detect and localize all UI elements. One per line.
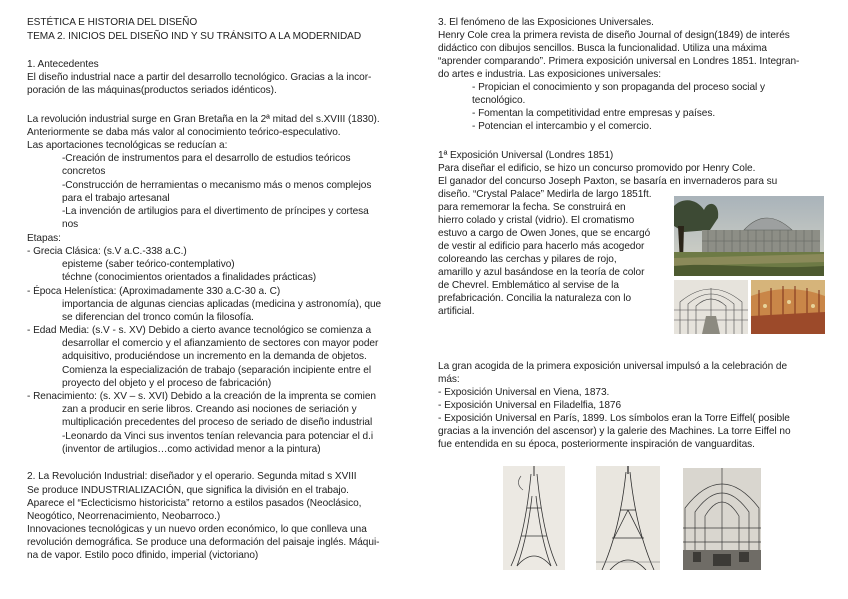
text-line: La revolución industrial surge en Gran Bretaña en la 2ª mitad del s.XVIII (1830). [27, 114, 380, 125]
text-line: Anteriormente se daba más valor al conocimiento teórico-especulativo. [27, 127, 341, 138]
text-line: - Exposición Universal en Viena, 1873. [438, 387, 610, 398]
section-heading: 3. El fenómeno de las Exposiciones Universales. [438, 17, 654, 28]
crystal-palace-interior-image [674, 280, 748, 334]
text-line: revolución demográfica. Se produce una deformación del paisaje inglés. Máqui- [27, 537, 380, 548]
text-line: Comienza la especialización de trabajo (separación incipiente entre el [62, 365, 372, 376]
text-line: poración de las máquinas(productos seriados idénticos). [27, 85, 277, 96]
text-line: Se produce INDUSTRIALIZACIÓN, que significa la división en el trabajo. [27, 485, 349, 496]
text-line: episteme (saber teórico-contemplativo) [62, 259, 235, 270]
text-line: didáctico con dibujos sencillos. Busca la funcionalidad. Utiliza una máxima [438, 43, 767, 54]
text-line: de vestir al edificio para hacerlo más acogedor [438, 241, 645, 252]
crystal-palace-colored-interior-image [751, 280, 825, 334]
text-line: para rememorar la fecha. Se construirá en [438, 202, 626, 213]
text-line: El diseño industrial nace a partir del desarrollo tecnológico. Gracias a la incor- [27, 72, 372, 83]
text-line: para el trabajo artesanal [62, 193, 170, 204]
text-line: importancia de algunas ciencias aplicadas (medicina y astronomía), que [62, 299, 382, 310]
text-line: Para diseñar el edificio, se hizo un concurso promovido por Henry Cole. [438, 163, 756, 174]
text-line: artificial. [438, 306, 475, 317]
text-line: Neogótico, Neorrenacimiento, Neobarroco.) [27, 511, 221, 522]
section-heading: 1ª Exposición Universal (Londres 1851) [438, 150, 614, 161]
text-line: amarillo y azul basándose en la teoría de color [438, 267, 645, 278]
text-line: Aparece el “Eclecticismo historicista” retorno a estilos pasados (Neoclásico, [27, 498, 362, 509]
text-line: -Construcción de herramientas o mecanismo más o menos complejos [62, 180, 372, 191]
text-line: (inventor de artilugios…como actividad menor a la pintura) [62, 444, 321, 455]
text-line: do artes e industria. Las exposiciones universales: [438, 69, 662, 80]
text-line: nos [62, 219, 79, 230]
text-line: adquisitivo, produciéndose un incremento en la demanda de objetos. [62, 351, 367, 362]
topic-title: TEMA 2. INICIOS DEL DISEÑO IND Y SU TRÁNSITO A LA MODERNIDAD [27, 31, 362, 42]
text-line: - Exposición Universal en Filadelfia, 1876 [438, 400, 622, 411]
text-line: más: [438, 374, 460, 385]
text-line: coloreando las cerchas y pilares de rojo, [438, 254, 617, 265]
text-line: - Renacimiento: (s. XV – s. XVI) Debido a la creación de la imprenta se comien [27, 391, 376, 402]
text-line: hierro colado y cristal (vidrio). El cromatismo [438, 215, 635, 226]
text-line: na de vapor. Estilo poco dfinido, imperial (victoriano) [27, 550, 259, 561]
text-line: concretos [62, 166, 106, 177]
text-line: tecnológico. [472, 95, 526, 106]
text-line: fue entendida en su época, posteriormente inspiración de vanguarditas. [438, 439, 755, 450]
text-line: - Exposición Universal en París, 1899. Los símbolos eran la Torre Eiffel( posible [438, 413, 790, 424]
course-title: ESTÉTICA E HISTORIA DEL DISEÑO [27, 17, 198, 28]
text-line: téchne (conocimientos orientados a finalidades prácticas) [62, 272, 317, 283]
text-line: Henry Cole crea la primera revista de diseño Journal of design(1849) de interés [438, 30, 790, 41]
text-line: -Creación de instrumentos para el desarrollo de estudios teóricos [62, 153, 351, 164]
eiffel-tower-sketch-image [503, 466, 565, 570]
galerie-des-machines-image [683, 468, 761, 570]
eiffel-tower-drawing-image [596, 466, 660, 570]
text-line: - Época Helenística: (Aproximadamente 330 a.C-30 a. C) [27, 286, 281, 297]
text-line: Etapas: [27, 233, 61, 244]
section-heading: 2. La Revolución Industrial: diseñador y el operario. Segunda mitad s XVIII [27, 471, 357, 482]
text-line: “aprender comparando”. Primera exposición universal en Londres 1851. Integran- [438, 56, 800, 67]
text-line: estuvo a cargo de Owen Jones, que se encargó [438, 228, 651, 239]
text-line: gracias a la invención del ascensor) y la galerie des Machines. La torre Eiffel no [438, 426, 791, 437]
text-line: - Grecia Clásica: (s.V a.C.-338 a.C.) [27, 246, 187, 257]
text-line: se diferencian del tronco común la filosofía. [62, 312, 254, 323]
text-line: desarrollar el comercio y el afianzamiento de sectores con mayor poder [62, 338, 379, 349]
crystal-palace-exterior-image [674, 196, 824, 276]
text-line: diseño. “Crystal Palace” Medirla de largo 1851ft. [438, 189, 652, 200]
text-line: - Edad Media: (s.V - s. XV) Debido a cierto avance tecnológico se comienza a [27, 325, 372, 336]
text-line: proyecto del objeto y el proceso de fabricación) [62, 378, 272, 389]
text-line: - Potencian el intercambio y el comercio. [472, 121, 652, 132]
text-line: - Propician el conocimiento y son propaganda del proceso social y [472, 82, 766, 93]
text-line: - Fomentan la competitividad entre empresas y países. [472, 108, 716, 119]
text-line: El ganador del concurso Joseph Paxton, se basaría en invernaderos para su [438, 176, 778, 187]
section-heading: 1. Antecedentes [27, 59, 99, 70]
text-line: Las aportaciones tecnológicas se reducían a: [27, 140, 228, 151]
text-line: zan a producir en serie libros. Creando asi nociones de seriación y [62, 404, 357, 415]
text-line: La gran acogida de la primera exposición universal impulsó a la celebración de [438, 361, 788, 372]
text-line: -Leonardo da Vinci sus inventos tenían relevancia para potenciar el d.i [62, 431, 374, 442]
text-line: Innovaciones tecnológicas y un nuevo orden económico, lo que conlleva una [27, 524, 367, 535]
text-line: prefabricación. Concilia la naturaleza con lo [438, 293, 632, 304]
text-line: multiplicación precedentes del proceso de seriado de diseño industrial [62, 417, 373, 428]
text-line: -La invención de artilugios para el divertimento de príncipes y cortesa [62, 206, 369, 217]
text-line: de Chevrel. Emblemático al servise de la [438, 280, 619, 291]
